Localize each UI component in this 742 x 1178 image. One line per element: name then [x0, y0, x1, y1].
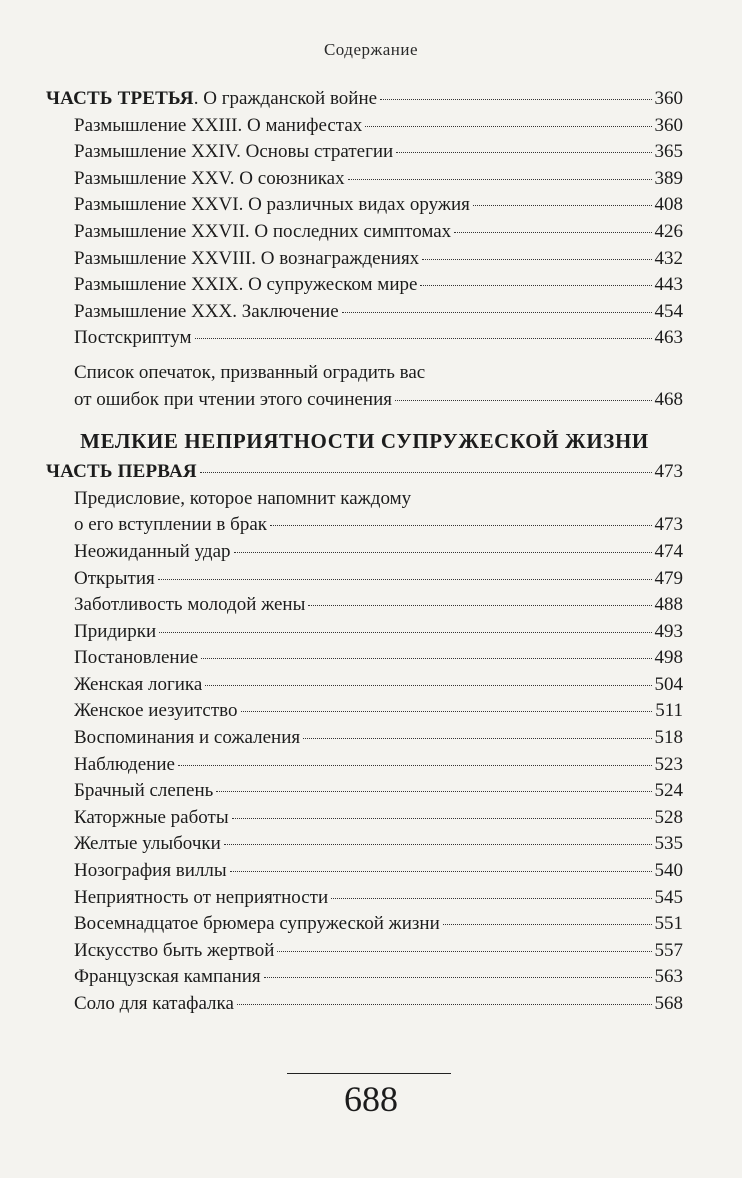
toc-entry — [46, 672, 683, 699]
toc-entry — [46, 645, 683, 672]
toc-entry-title: Каторжные работы — [74, 806, 229, 828]
dot-leader — [237, 1003, 652, 1005]
toc-entry-title: Размышление XXIX. О супружеском мире — [74, 274, 418, 296]
dot-leader — [277, 950, 651, 952]
toc-page-number: 535 — [654, 833, 683, 855]
toc-page-number: 488 — [654, 594, 683, 616]
toc-entry — [46, 272, 683, 299]
dot-leader — [396, 151, 651, 153]
toc-entry-title: Французская кампания — [74, 966, 261, 988]
dot-leader — [308, 604, 651, 606]
toc-entry-title: Нозография виллы — [74, 860, 227, 882]
toc-page-number: 498 — [654, 647, 683, 669]
toc-entry-line: Предисловие, которое напомнит каждому — [74, 487, 412, 509]
dot-leader — [158, 578, 652, 580]
part-subtitle: . О гражданской войне — [193, 88, 378, 109]
toc-entry-title: Неприятность от неприятности — [74, 886, 329, 908]
toc-entry — [46, 592, 683, 619]
toc-entry-title: Размышление XXIII. О манифестах — [74, 114, 363, 136]
toc-entry-title: Придирки — [74, 620, 157, 642]
toc-page-number: 518 — [654, 727, 683, 749]
toc-page-number: 551 — [654, 913, 683, 935]
toc-entry-line: Список опечаток, призванный оградить вас — [74, 361, 426, 383]
toc-page-number: 528 — [654, 806, 683, 828]
dot-leader — [234, 551, 652, 553]
dot-leader — [216, 790, 651, 792]
part3-entries — [46, 113, 683, 352]
toc-entry — [46, 698, 683, 725]
toc-page-number: 479 — [654, 567, 683, 589]
toc-part-heading — [46, 459, 683, 486]
toc-page-number: 524 — [654, 780, 683, 802]
toc-entry — [46, 139, 683, 166]
dot-leader — [159, 631, 651, 633]
toc-entry — [46, 885, 683, 912]
toc-entry — [46, 192, 683, 219]
dot-leader — [342, 311, 652, 313]
toc-entry-title: Открытия — [74, 567, 155, 589]
dot-leader — [224, 843, 652, 845]
toc-entry-title: Размышление XXX. Заключение — [74, 300, 339, 322]
toc-page-number: 463 — [654, 327, 683, 349]
toc-page-number: 432 — [654, 247, 683, 269]
toc-part-heading — [46, 86, 683, 113]
dot-leader — [443, 923, 652, 925]
dot-leader — [473, 204, 652, 206]
dot-leader — [348, 178, 652, 180]
dot-leader — [270, 524, 652, 526]
toc-page-number: 426 — [654, 220, 683, 242]
dot-leader — [230, 870, 652, 872]
toc-entry-title: Наблюдение — [74, 753, 175, 775]
toc-page-number: 468 — [654, 388, 683, 410]
toc-entry-title: Желтые улыбочки — [74, 833, 221, 855]
dot-leader — [205, 684, 651, 686]
part-label: ЧАСТЬ ТРЕТЬЯ — [46, 88, 194, 109]
toc-entry-title: Брачный слепень — [74, 780, 214, 802]
toc-entry-title: Женское иезуитство — [74, 700, 238, 722]
toc-entry — [46, 752, 683, 779]
dot-leader — [264, 976, 652, 978]
dot-leader — [454, 231, 651, 233]
toc-entry — [46, 219, 683, 246]
toc-entry-title: Размышление XXVII. О последних симптомах — [74, 220, 452, 242]
toc-entry-title: от ошибок при чтении этого сочинения — [74, 388, 392, 410]
toc-entry — [46, 619, 683, 646]
section-title: МЕЛКИЕ НЕПРИЯТНОСТИ СУПРУЖЕСКОЙ ЖИЗНИ — [80, 429, 649, 454]
toc-page-number: 540 — [654, 860, 683, 882]
toc-page-number: 389 — [654, 167, 683, 189]
dot-leader — [178, 764, 652, 766]
toc-entry-title: Размышление XXV. О союзниках — [74, 167, 345, 189]
dot-leader — [200, 471, 652, 473]
toc-page-number: 504 — [654, 673, 683, 695]
dot-leader — [195, 337, 652, 339]
toc-entry-title: Неожиданный удар — [74, 540, 231, 562]
dot-leader — [201, 657, 651, 659]
page-number: 688 — [344, 1079, 398, 1119]
dot-leader — [365, 125, 651, 127]
toc-entry-title: Заботливость молодой жены — [74, 594, 306, 616]
toc-entry-title: Восемнадцатое брюмера супружеской жизни — [74, 913, 440, 935]
toc-page-number: 443 — [654, 274, 683, 296]
toc-page-number: 563 — [654, 966, 683, 988]
toc-entry — [46, 299, 683, 326]
dot-leader — [420, 284, 651, 286]
toc-entry — [46, 166, 683, 193]
toc-page-number: 473 — [654, 514, 683, 536]
toc-entry-title: Размышление XXIV. Основы стратегии — [74, 141, 394, 163]
toc-entry — [46, 858, 683, 885]
part-label: ЧАСТЬ ПЕРВАЯ — [46, 461, 197, 483]
section2-entries — [46, 539, 683, 1018]
toc-entry — [46, 805, 683, 832]
toc-entry — [46, 964, 683, 991]
toc-page-number: 365 — [654, 141, 683, 163]
toc-page-number: 568 — [654, 993, 683, 1014]
toc-entry — [46, 387, 683, 414]
toc-entry — [46, 113, 683, 140]
toc-entry-title: Размышление XXVI. О различных видах оружия — [74, 194, 470, 216]
toc-entry-title: Воспоминания и сожаления — [74, 727, 301, 749]
running-header: Содержание — [323, 40, 419, 59]
dot-leader — [422, 258, 651, 260]
toc-page-number: 493 — [654, 620, 683, 642]
footer-rule — [287, 1073, 451, 1074]
toc-page-number: 511 — [655, 700, 683, 722]
toc-entry — [46, 911, 683, 938]
toc-entry — [46, 725, 683, 752]
toc-entry-title: Размышление XXVIII. О вознаграждениях — [74, 247, 420, 269]
toc-entry-title: Женская логика — [74, 673, 203, 695]
toc-entry — [46, 831, 683, 858]
toc-page-number: 523 — [654, 753, 683, 775]
toc-page-number: 454 — [654, 300, 683, 322]
dot-leader — [232, 817, 652, 819]
toc-page-number: 474 — [654, 540, 683, 562]
toc-page-number: 545 — [654, 886, 683, 908]
toc-entry-title: Постскриптум — [74, 327, 192, 349]
table-of-contents — [46, 86, 683, 1018]
toc-entry-title: Постановление — [74, 647, 199, 669]
toc-entry-title: Искусство быть жертвой — [74, 939, 275, 961]
toc-page-number: 408 — [654, 194, 683, 216]
toc-page-number: 473 — [654, 461, 683, 483]
toc-entry — [46, 778, 683, 805]
toc-entry — [46, 938, 683, 965]
toc-entry — [46, 991, 683, 1018]
toc-entry — [46, 539, 683, 566]
toc-page-number: 557 — [654, 939, 683, 961]
toc-entry-title: о его вступлении в брак — [74, 514, 267, 536]
dot-leader — [241, 710, 653, 712]
dot-leader — [395, 399, 652, 401]
toc-entry — [46, 246, 683, 273]
toc-page-number: 360 — [654, 114, 683, 136]
toc-page-number: 360 — [654, 88, 683, 109]
dot-leader — [303, 737, 651, 739]
toc-entry — [46, 512, 683, 539]
dot-leader — [380, 98, 651, 100]
toc-entry-title: Соло для катафалка — [74, 993, 234, 1014]
dot-leader — [331, 897, 651, 899]
toc-entry — [46, 566, 683, 593]
toc-entry — [46, 325, 683, 352]
